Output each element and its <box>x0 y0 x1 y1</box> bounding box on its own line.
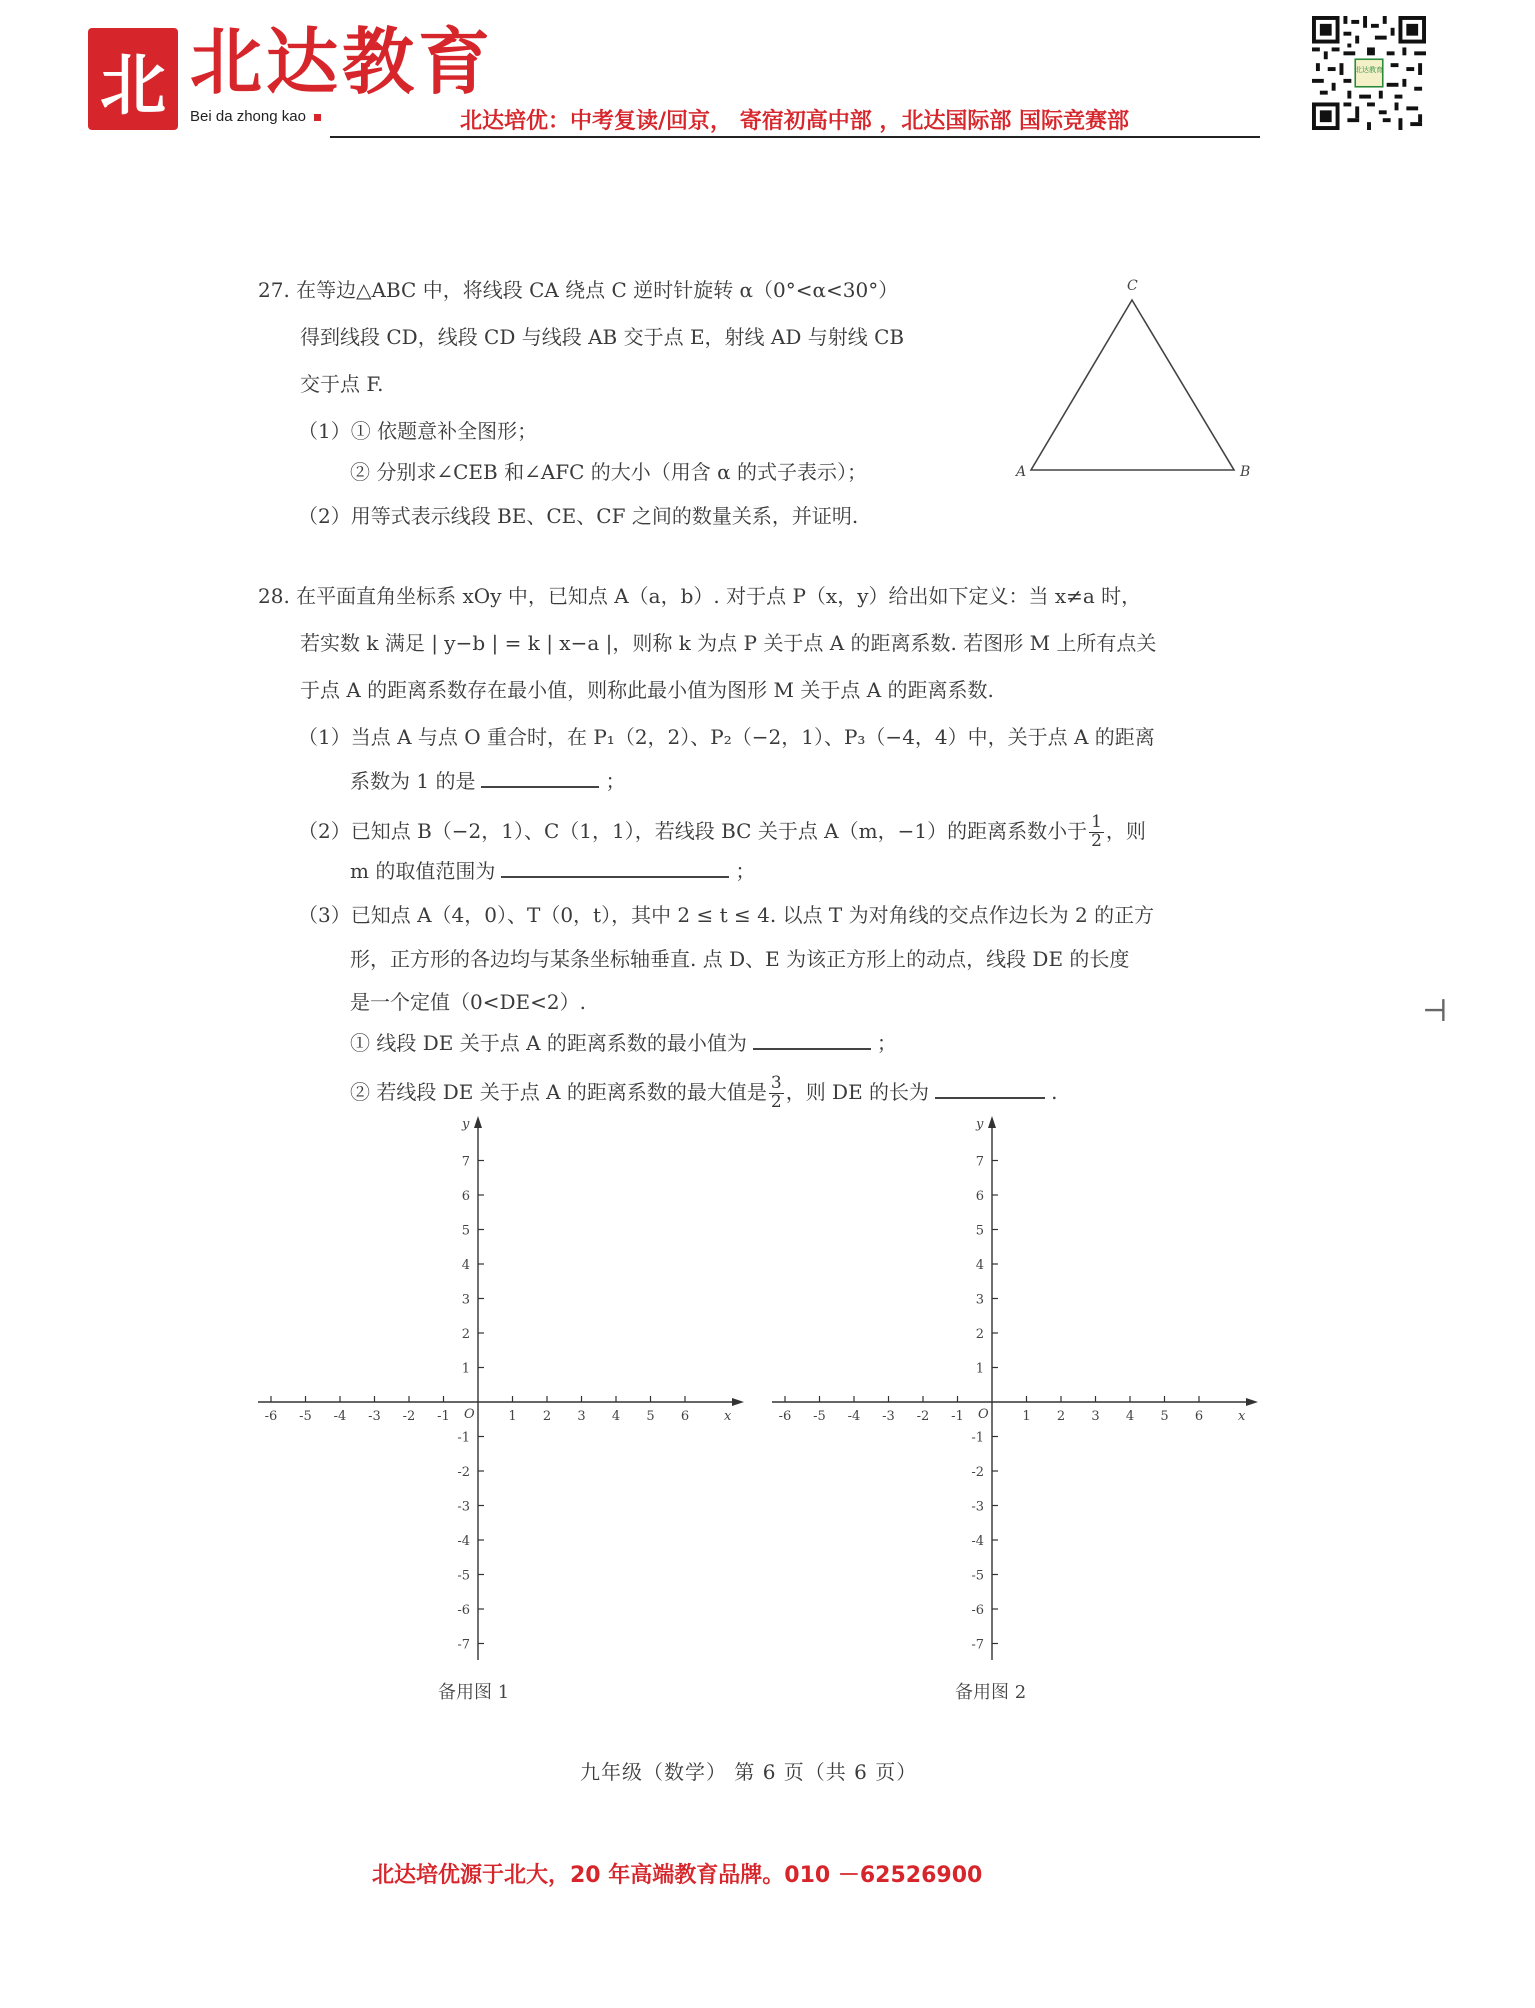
x-tick-label: -1 <box>951 1409 964 1424</box>
y-tick-label: 7 <box>975 1154 984 1170</box>
y-tick-label: -5 <box>457 1568 470 1584</box>
x-tick-label: 5 <box>1160 1409 1169 1424</box>
origin-label: O <box>978 1407 989 1422</box>
vertex-label-b: B <box>1240 464 1251 480</box>
y-tick-label: -1 <box>971 1430 984 1446</box>
y-tick-label: 4 <box>461 1258 470 1273</box>
y-tick-label: 7 <box>461 1154 470 1170</box>
answer-blank-4[interactable] <box>935 1096 1045 1099</box>
logo-title: 北达教育 <box>190 19 495 104</box>
y-tick-label: 5 <box>975 1223 984 1239</box>
y-axis-arrow-icon <box>474 1116 482 1128</box>
q28-part2-line2 <box>350 861 755 881</box>
y-tick-label: -4 <box>971 1534 984 1549</box>
y-tick-label: -3 <box>457 1499 470 1515</box>
x-tick-label: 5 <box>646 1409 655 1424</box>
y-tick-label: 3 <box>975 1292 984 1308</box>
y-tick-label: 6 <box>461 1189 470 1204</box>
fraction-denominator: 2 <box>770 1091 782 1112</box>
x-axis-arrow-icon <box>1246 1398 1258 1406</box>
q28-part2-range-text: m 的取值范围为 <box>350 859 496 883</box>
y-tick-label: 2 <box>461 1327 470 1342</box>
brand-footer: 北达培优源于北大，20 年高端教育品牌。010 －62526900 <box>372 1863 983 1888</box>
q28-part3-b <box>350 1075 1057 1112</box>
q28-part1-end: ； <box>605 769 626 793</box>
x-tick-label: -4 <box>847 1409 861 1424</box>
x-tick-label: 2 <box>1056 1409 1066 1424</box>
q28-part3-line1: （3）已知点 A（4，0）、T（0，t），其中 2 ≤ t ≤ 4. 以点 T 为对角线的交点作边长为 2 的正方 <box>298 903 1155 927</box>
coordinate-plane-1 <box>258 1112 768 1672</box>
x-tick-label: -5 <box>299 1409 312 1424</box>
y-tick-label: -2 <box>971 1465 984 1480</box>
q27-part1b: ② 分别求∠CEB 和∠AFC 的大小（用含 α 的式子表示）； <box>350 460 868 484</box>
y-axis-label: y <box>462 1117 470 1132</box>
y-tick-label: 1 <box>461 1361 470 1377</box>
y-tick-label: -7 <box>971 1637 984 1653</box>
x-tick-label: 2 <box>542 1409 552 1424</box>
x-tick-label: -1 <box>437 1409 450 1424</box>
answer-blank-1[interactable] <box>481 785 599 788</box>
y-tick-label: 2 <box>975 1327 984 1342</box>
q28-part1-text: 系数为 1 的是 <box>350 769 476 793</box>
q28-part3-a <box>350 1033 897 1053</box>
equilateral-triangle-figure <box>1010 274 1260 484</box>
x-tick-label: -5 <box>813 1409 826 1424</box>
q28-part3-a-text: ① 线段 DE 关于点 A 的距离系数的最小值为 <box>350 1031 747 1055</box>
page-footer: 九年级（数学） 第 6 页（共 6 页） <box>580 1760 918 1784</box>
vertex-label-c: C <box>1127 278 1138 294</box>
x-tick-label: 1 <box>508 1409 517 1424</box>
y-tick-label: -6 <box>457 1603 470 1618</box>
figure-caption-1: 备用图 1 <box>438 1682 510 1703</box>
vertex-label-a: A <box>1016 464 1027 480</box>
q27-part1: （1）① 依题意补全图形； <box>298 419 538 443</box>
y-tick-label: 4 <box>975 1258 984 1273</box>
q28-part3-b-then: ，则 DE 的长为 <box>785 1079 930 1104</box>
x-tick-label: -2 <box>916 1409 930 1424</box>
q28-part2-line1 <box>298 814 1146 851</box>
q28-part3-line3: 是一个定值（0<DE<2）. <box>350 990 586 1014</box>
fraction-numerator: 3 <box>770 1073 782 1093</box>
q28-line3: 于点 A 的距离系数存在最小值，则称此最小值为图形 M 关于点 A 的距离系数. <box>300 678 994 702</box>
y-tick-label: -1 <box>457 1430 470 1446</box>
x-tick-label: 3 <box>577 1409 586 1424</box>
q28-part3-b-end: . <box>1051 1079 1058 1104</box>
y-tick-label: -7 <box>457 1637 470 1653</box>
q28-part2-end: ； <box>735 859 756 883</box>
y-axis-arrow-icon <box>988 1116 996 1128</box>
q28-part1-line2 <box>350 771 625 791</box>
q28-line1: 28. 在平面直角坐标系 xOy 中，已知点 A（a，b）. 对于点 P（x，y）给出如下定义：当 x≠a 时， <box>258 584 1142 608</box>
q27-line3: 交于点 F. <box>300 372 384 396</box>
answer-blank-3[interactable] <box>753 1047 871 1050</box>
q28-line2: 若实数 k 满足 | y−b | = k | x−a |，则称 k 为点 P 关于点 A 的距离系数. 若图形 M 上所有点关 <box>300 631 1157 655</box>
logo-subtitle-text: Bei da zhong kao <box>190 108 306 125</box>
qr-center-label: 北达教育 <box>1354 64 1384 74</box>
margin-mark: ⊣ <box>1422 994 1448 1029</box>
y-tick-label: -6 <box>971 1603 984 1618</box>
x-tick-label: 4 <box>611 1409 621 1424</box>
y-tick-label: -5 <box>971 1568 984 1584</box>
q28-part3-b-text: ② 若线段 DE 关于点 A 的距离系数的最大值是 <box>350 1079 767 1104</box>
logo-subtitle <box>190 108 321 125</box>
fraction-denominator: 2 <box>1091 830 1102 851</box>
x-tick-label: -3 <box>882 1409 895 1424</box>
x-tick-label: 6 <box>680 1409 690 1424</box>
y-tick-label: 6 <box>975 1189 984 1204</box>
x-tick-label: -4 <box>333 1409 347 1424</box>
y-tick-label: 5 <box>461 1223 470 1239</box>
figure-caption-2: 备用图 2 <box>955 1682 1027 1703</box>
q27-line2: 得到线段 CD，线段 CD 与线段 AB 交于点 E，射线 AD 与射线 CB <box>300 325 905 349</box>
q28-part3-a-end: ； <box>876 1031 897 1055</box>
x-tick-label: 1 <box>1022 1409 1031 1424</box>
y-tick-label: -3 <box>971 1499 984 1515</box>
y-tick-label: 3 <box>461 1292 470 1308</box>
logo-mark: 北 <box>88 28 178 130</box>
q27-line1: 27. 在等边△ABC 中，将线段 CA 绕点 C 逆时针旋转 α（0°<α<30°） <box>258 278 899 302</box>
logo-square-icon <box>314 114 321 121</box>
x-tick-label: -2 <box>402 1409 416 1424</box>
y-tick-label: 1 <box>975 1361 984 1377</box>
x-axis-label: x <box>1238 1409 1246 1424</box>
q27-part2: （2）用等式表示线段 BE、CE、CF 之间的数量关系，并证明. <box>298 504 859 528</box>
x-tick-label: 4 <box>1125 1409 1135 1424</box>
coordinate-plane-2 <box>772 1112 1282 1672</box>
x-axis-label: x <box>724 1409 732 1424</box>
qr-code-icon <box>1312 16 1426 130</box>
q28-part1-line1: （1）当点 A 与点 O 重合时，在 P₁（2，2）、P₂（−2，1）、P₃（−4，4）中，关于点 A 的距离 <box>298 725 1155 749</box>
y-tick-label: -2 <box>457 1465 470 1480</box>
fraction-one-half <box>1089 814 1104 851</box>
fraction-three-halves <box>769 1075 784 1112</box>
q28-part2-text: （2）已知点 B（−2，1）、C（1，1），若线段 BC 关于点 A（m，−1）的距离系数小于 <box>298 818 1088 843</box>
q28-part2-then: ，则 <box>1105 818 1146 843</box>
y-tick-label: -4 <box>457 1534 470 1549</box>
x-axis-arrow-icon <box>732 1398 744 1406</box>
triangle-abc <box>1031 300 1234 470</box>
q28-part3-line2: 形，正方形的各边均与某条坐标轴垂直. 点 D、E 为该正方形上的动点，线段 DE 的长度 <box>350 947 1130 971</box>
y-axis-label: y <box>976 1117 984 1132</box>
fraction-numerator: 1 <box>1091 812 1102 832</box>
x-tick-label: -6 <box>264 1409 278 1424</box>
header-tagline: 北达培优：中考复读/回京， 寄宿初高中部 ，北达国际部 国际竞赛部 <box>460 109 1130 134</box>
origin-label: O <box>464 1407 475 1422</box>
x-tick-label: -3 <box>368 1409 381 1424</box>
x-tick-label: 3 <box>1091 1409 1100 1424</box>
header-rule <box>330 136 1260 138</box>
answer-blank-2[interactable] <box>501 875 729 878</box>
x-tick-label: 6 <box>1194 1409 1204 1424</box>
x-tick-label: -6 <box>778 1409 792 1424</box>
